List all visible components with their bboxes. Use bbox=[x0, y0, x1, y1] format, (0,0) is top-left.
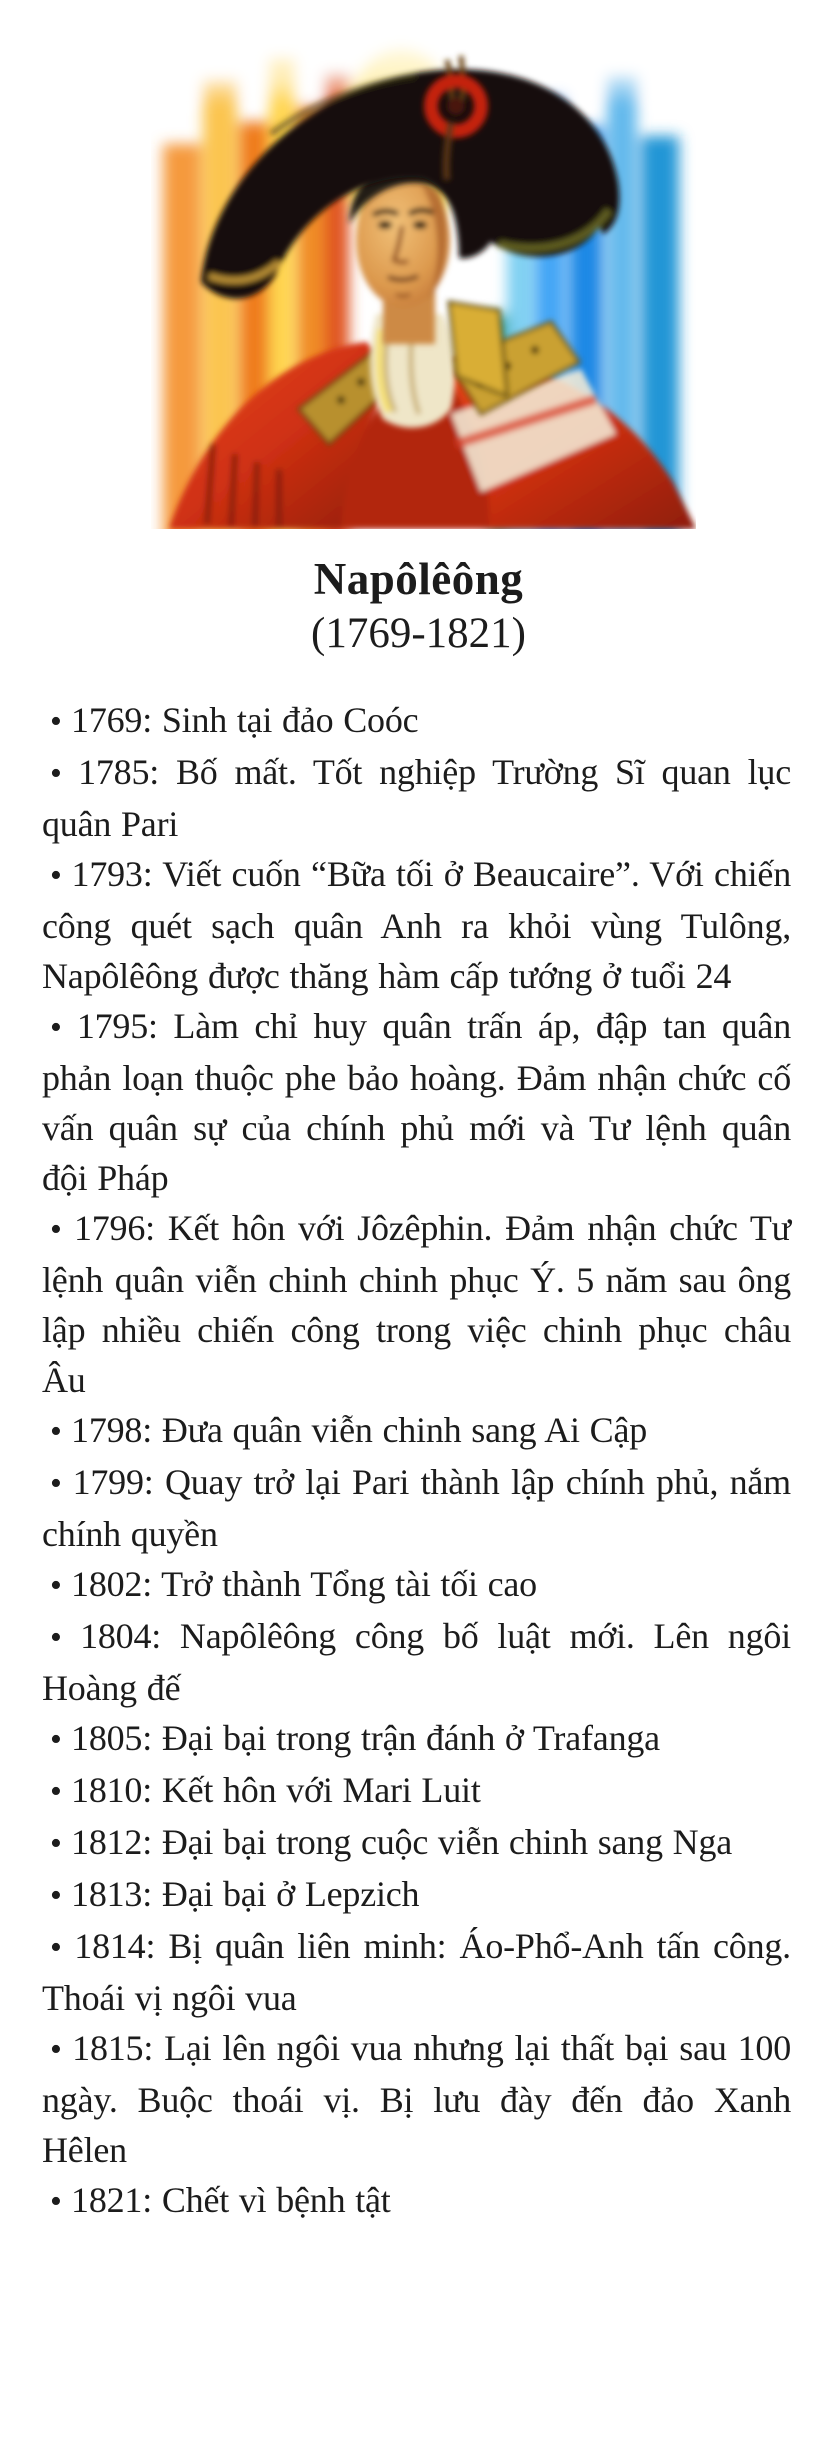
bullet-icon: • bbox=[50, 755, 79, 792]
entry-text: Viết cuốn “Bữa tối ở Beaucaire”. Với chiến công quét sạch quân Anh ra khỏi vùng Tulông, Napôlêông được thăng hàm cấp tướng ở tuổi 24 bbox=[42, 854, 792, 996]
timeline-entry bbox=[42, 849, 791, 1001]
entry-text: Kết hôn với Mari Luit bbox=[161, 1770, 481, 1810]
napoleon-portrait-illustration bbox=[151, 14, 696, 529]
timeline-entry bbox=[42, 1001, 791, 1203]
bullet-icon: • bbox=[50, 703, 72, 740]
bullet-icon: • bbox=[50, 1721, 72, 1758]
entry-text: Sinh tại đảo Coóc bbox=[161, 700, 419, 740]
entry-text: Bố mất. Tốt nghiệp Trường Sĩ quan lục quân Pari bbox=[42, 752, 791, 844]
timeline-entry bbox=[42, 1817, 791, 1869]
timeline-entry bbox=[42, 747, 791, 849]
napoleon-portrait bbox=[151, 14, 696, 529]
bullet-icon: • bbox=[50, 857, 72, 894]
bullet-icon: • bbox=[50, 2031, 73, 2068]
page-subtitle: (1769-1821) bbox=[311, 610, 526, 657]
entry-text: Đại bại trong cuộc viễn chinh sang Nga bbox=[161, 1822, 733, 1862]
timeline-list bbox=[0, 695, 837, 2227]
bullet-icon: • bbox=[50, 1413, 72, 1450]
timeline-entry bbox=[42, 1713, 791, 1765]
entry-text: Làm chỉ huy quân trấn áp, đập tan quân phản loạn thuộc phe bảo hoàng. Đảm nhận chức cố vấn quân sự của chính phủ mới và Tư lệnh quân đội Pháp bbox=[42, 1006, 791, 1198]
timeline-entry bbox=[42, 1457, 791, 1559]
bullet-icon: • bbox=[50, 1465, 73, 1502]
timeline-entry bbox=[42, 1611, 791, 1713]
timeline-entry bbox=[42, 2023, 791, 2175]
timeline-entry bbox=[42, 695, 791, 747]
entry-year: 1793: bbox=[71, 854, 163, 894]
entry-text: Đại bại trong trận đánh ở Trafanga bbox=[161, 1718, 660, 1758]
bullet-icon: • bbox=[50, 1773, 72, 1810]
entry-year: 1769: bbox=[71, 700, 162, 740]
entry-text: Đại bại ở Lepzich bbox=[161, 1874, 420, 1914]
entry-text: Kết hôn với Jôzêphin. Đảm nhận chức Tư lệnh quân viễn chinh chinh phục Ý. 5 năm sau ông lập nhiều chiến công trong việc chinh phục châu Âu bbox=[42, 1208, 791, 1400]
entry-year: 1805: bbox=[71, 1718, 162, 1758]
entry-text: Đưa quân viễn chinh sang Ai Cập bbox=[161, 1410, 648, 1450]
entry-year: 1814: bbox=[74, 1926, 169, 1966]
entry-text: Lại lên ngôi vua nhưng lại thất bại sau 100 ngày. Buộc thoái vị. Bị lưu đày đến đảo Xanh Hêlen bbox=[42, 2028, 791, 2170]
entry-text: Quay trở lại Pari thành lập chính phủ, nắm chính quyền bbox=[42, 1462, 791, 1554]
entry-year: 1798: bbox=[71, 1410, 162, 1450]
entry-text: Bị quân liên minh: Áo-Phổ-Anh tấn công. Thoái vị ngôi vua bbox=[42, 1926, 791, 2018]
bullet-icon: • bbox=[50, 1211, 74, 1248]
entry-year: 1821: bbox=[71, 2180, 162, 2220]
entry-year: 1804: bbox=[80, 1616, 180, 1656]
bullet-icon: • bbox=[50, 1009, 77, 1046]
page-title: Napôlêông bbox=[313, 554, 524, 604]
timeline-entry bbox=[42, 1405, 791, 1457]
timeline-entry bbox=[42, 1765, 791, 1817]
bullet-icon: • bbox=[50, 1619, 81, 1656]
entry-year: 1813: bbox=[71, 1874, 162, 1914]
bullet-icon: • bbox=[50, 1825, 72, 1862]
entry-year: 1799: bbox=[72, 1462, 165, 1502]
bullet-icon: • bbox=[50, 2183, 72, 2220]
timeline-entry bbox=[42, 1869, 791, 1921]
bullet-icon: • bbox=[50, 1877, 72, 1914]
entry-year: 1795: bbox=[76, 1006, 174, 1046]
entry-text: Chết vì bệnh tật bbox=[161, 2180, 391, 2220]
entry-year: 1802: bbox=[71, 1564, 162, 1604]
entry-year: 1796: bbox=[73, 1208, 168, 1248]
entry-text: Napôlêông công bố luật mới. Lên ngôi Hoàng đế bbox=[42, 1616, 791, 1708]
timeline-entry bbox=[42, 1559, 791, 1611]
timeline-entry bbox=[42, 1921, 791, 2023]
entry-year: 1785: bbox=[78, 752, 176, 792]
entry-year: 1815: bbox=[72, 2028, 165, 2068]
entry-year: 1812: bbox=[71, 1822, 162, 1862]
bullet-icon: • bbox=[50, 1929, 75, 1966]
timeline-entry bbox=[42, 1203, 791, 1405]
entry-text: Trở thành Tổng tài tối cao bbox=[161, 1564, 537, 1604]
bullet-icon: • bbox=[50, 1567, 72, 1604]
timeline-entry bbox=[42, 2175, 791, 2227]
entry-year: 1810: bbox=[71, 1770, 162, 1810]
